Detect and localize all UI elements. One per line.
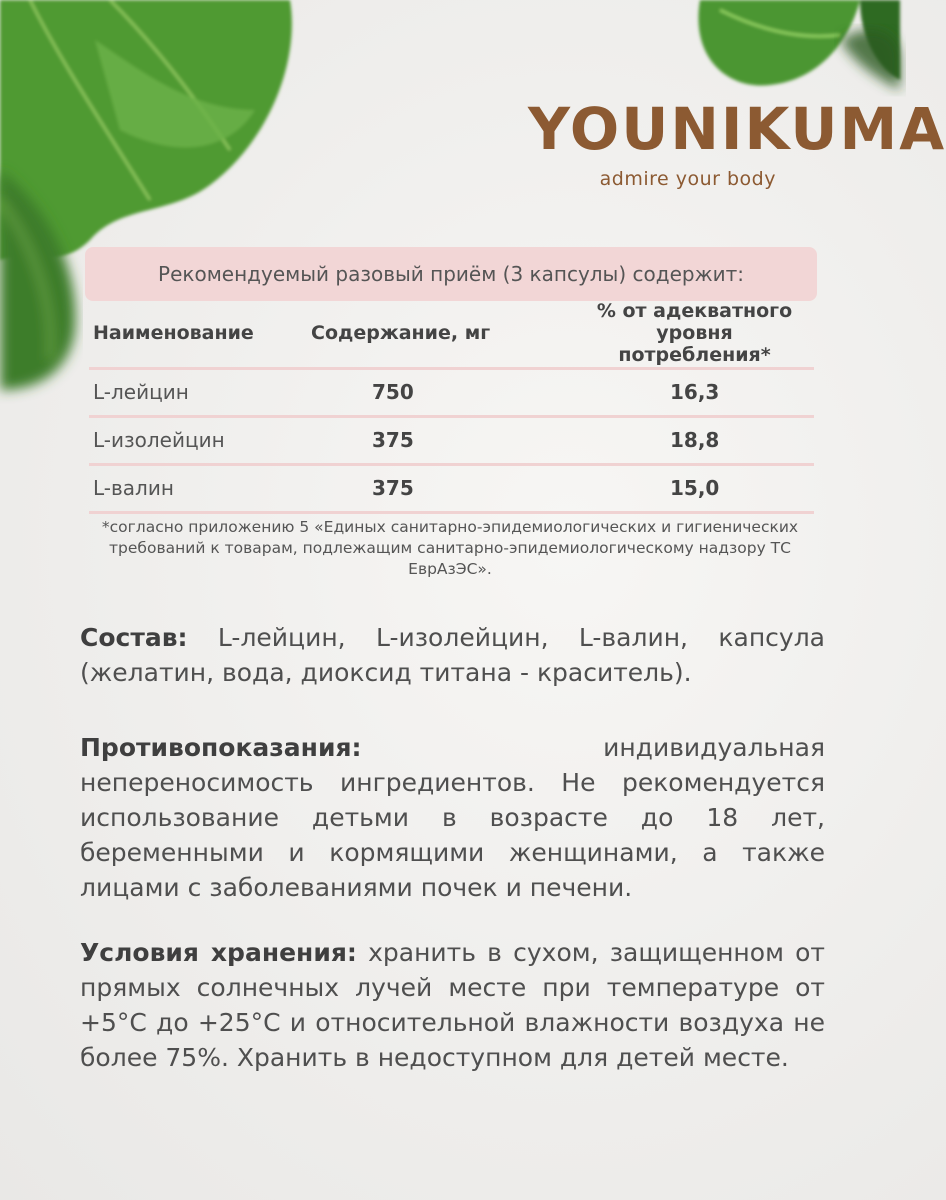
table-row xyxy=(89,368,814,416)
row-percent: 18,8 xyxy=(575,416,814,464)
row-percent: 16,3 xyxy=(575,368,814,416)
table-header-row xyxy=(89,301,814,368)
composition-label: Состав: xyxy=(80,623,188,652)
storage-section xyxy=(80,935,825,1075)
contraindications-label: Противопоказания: xyxy=(80,733,362,762)
row-amount: 375 xyxy=(307,416,575,464)
table-row xyxy=(89,464,814,512)
row-amount: 750 xyxy=(307,368,575,416)
header-percent-line2: уровня потребления* xyxy=(618,321,771,366)
table-row xyxy=(89,416,814,464)
contraindications-text: индивидуальная непереносимость ингредиентов. Не рекомендуется использование детьми в возрасте до 18 лет, беременными и кормящими женщинами, а также лицами с заболеваниями почек и печени. xyxy=(80,733,825,902)
nutrition-table xyxy=(85,247,817,514)
row-amount: 375 xyxy=(307,464,575,512)
composition-section xyxy=(80,620,825,690)
row-name: L-изолейцин xyxy=(89,416,307,464)
brand-name: YOUNIKUMA xyxy=(528,95,946,163)
storage-label: Условия хранения: xyxy=(80,938,357,967)
composition-text: L-лейцин, L-изолейцин, L-валин, капсула (желатин, вода, диоксид титана - краситель). xyxy=(80,623,825,687)
table-banner: Рекомендуемый разовый приём (3 капсулы) содержит: xyxy=(85,247,817,301)
header-percent-line1: % от адекватного xyxy=(596,300,793,322)
leaf-right-shadow xyxy=(840,30,900,90)
row-name: L-валин xyxy=(89,464,307,512)
header-percent xyxy=(575,301,814,368)
storage-text: хранить в сухом, защищенном от прямых солнечных лучей месте при температуре от +5°С до +25°С и относительной влажности воздуха не более 75%. Хранить в недоступном для детей месте. xyxy=(80,938,825,1072)
header-amount: Содержание, мг xyxy=(307,301,575,368)
header-name: Наименование xyxy=(89,301,307,368)
contraindications-section xyxy=(80,730,825,905)
row-name: L-лейцин xyxy=(89,368,307,416)
row-percent: 15,0 xyxy=(575,464,814,512)
table-footnote: *согласно приложению 5 «Единых санитарно-эпидемиологических и гигиенических требований к товарам, подлежащим санитарно-эпидемиологическому надзору ТС ЕврАзЭС». xyxy=(101,518,799,578)
brand-tagline: admire your body xyxy=(599,168,776,190)
brand-logo xyxy=(528,95,946,190)
